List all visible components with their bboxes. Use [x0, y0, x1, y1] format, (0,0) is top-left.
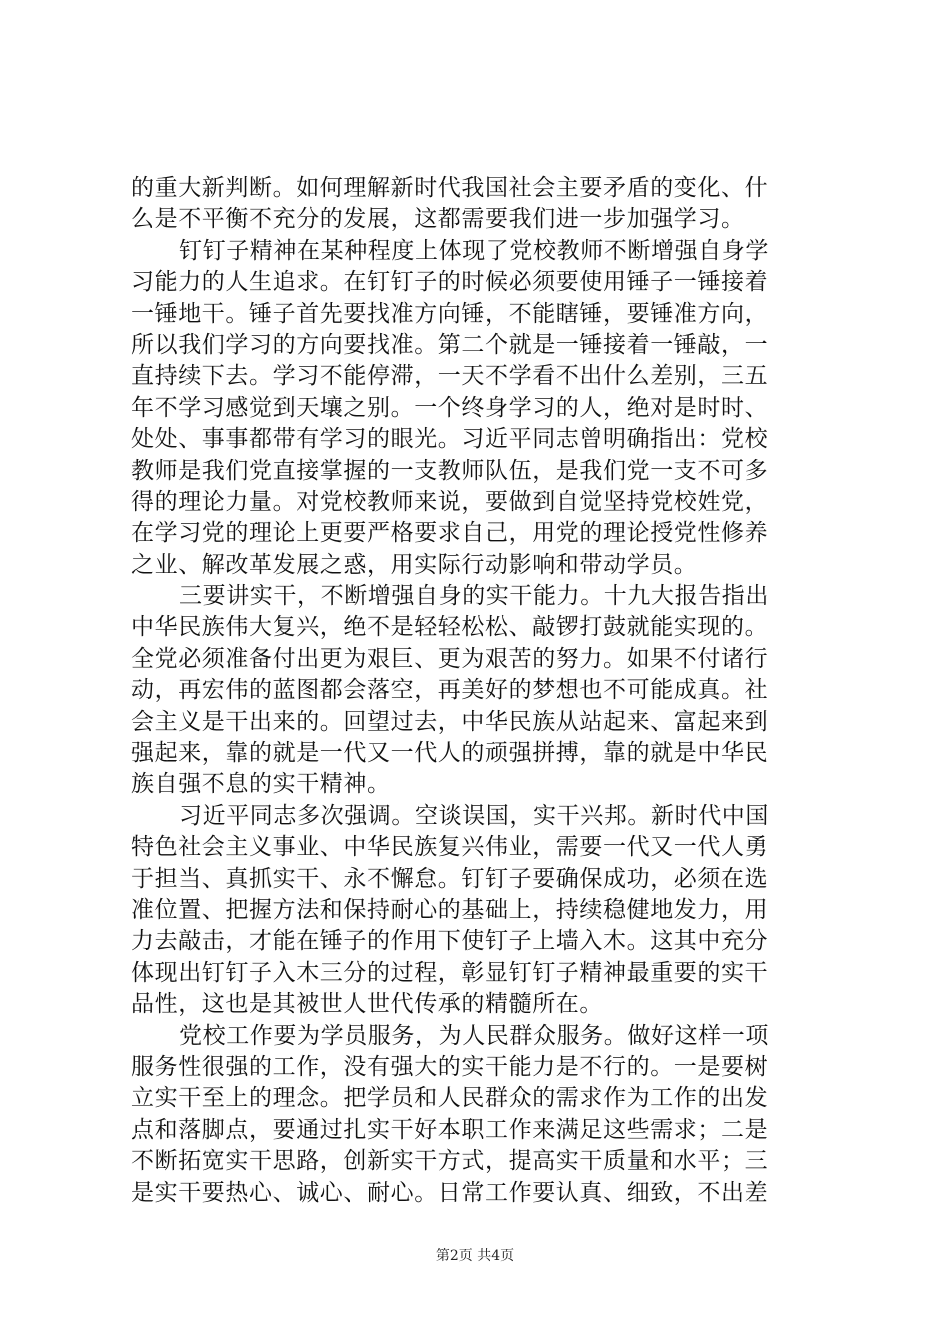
text-line: 直持续下去。学习不能停滞，一天不学看不出什么差别，三五 [131, 363, 769, 390]
text-line: 所以我们学习的方向要找准。第二个就是一锤接着一锤敲，一 [131, 331, 769, 358]
text-line: 钉钉子精神在某种程度上体现了党校教师不断增强自身学 [179, 237, 769, 264]
text-line: 中华民族伟大复兴，绝不是轻轻松松、敲锣打鼓就能实现的。 [131, 614, 769, 641]
text-line: 党校工作要为学员服务，为人民群众服务。做好这样一项 [179, 1022, 769, 1049]
text-line: 年不学习感觉到天壤之别。一个终身学习的人，绝对是时时、 [131, 394, 769, 421]
text-line: 一锤地干。锤子首先要找准方向锤，不能瞎锤，要锤准方向， [131, 300, 769, 327]
text-line: 准位置、把握方法和保持耐心的基础上，持续稳健地发力，用 [131, 896, 769, 923]
text-line: 习近平同志多次强调。空谈误国，实干兴邦。新时代中国 [179, 802, 769, 829]
page-number-footer: 第2页 共4页 [435, 1248, 515, 1264]
text-line: 服务性很强的工作，没有强大的实干能力是不行的。一是要树 [131, 1053, 769, 1080]
text-line: 么是不平衡不充分的发展，这都需要我们进一步加强学习。 [131, 206, 745, 233]
text-line: 品性，这也是其被世人世代传承的精髓所在。 [131, 991, 603, 1018]
text-line: 强起来，靠的就是一代又一代人的顽强拼搏，靠的就是中华民 [131, 740, 769, 767]
text-line: 在学习党的理论上更要严格要求自己，用党的理论授党性修养 [131, 520, 769, 547]
text-line: 教师是我们党直接掌握的一支教师队伍，是我们党一支不可多 [131, 457, 769, 484]
text-line: 不断拓宽实干思路，创新实干方式，提高实干质量和水平；三 [131, 1148, 769, 1175]
text-line: 全党必须准备付出更为艰巨、更为艰苦的努力。如果不付诸行 [131, 645, 769, 672]
text-line: 的重大新判断。如何理解新时代我国社会主要矛盾的变化、什 [131, 175, 769, 201]
text-line: 处处、事事都带有学习的眼光。习近平同志曾明确指出：党校 [131, 426, 769, 453]
text-line: 得的理论力量。对党校教师来说，要做到自觉坚持党校姓党， [131, 488, 769, 515]
text-line: 是实干要热心、诚心、耐心。日常工作要认真、细致，不出差 [131, 1179, 769, 1206]
text-line: 力去敲击，才能在锤子的作用下使钉子上墙入木。这其中充分 [131, 928, 769, 955]
text-line: 立实干至上的理念。把学员和人民群众的需求作为工作的出发 [131, 1085, 769, 1112]
text-line: 于担当、真抓实干、永不懈怠。钉钉子要确保成功，必须在选 [131, 865, 769, 892]
text-line: 体现出钉钉子入木三分的过程，彰显钉钉子精神最重要的实干 [131, 959, 769, 986]
document-body [131, 173, 831, 1209]
text-line: 点和落脚点，要通过扎实干好本职工作来满足这些需求；二是 [131, 1116, 769, 1143]
text-line: 会主义是干出来的。回望过去，中华民族从站起来、富起来到 [131, 708, 769, 735]
text-line: 之业、解改革发展之惑，用实际行动影响和带动学员。 [131, 551, 698, 578]
text-line: 习能力的人生追求。在钉钉子的时候必须要使用锤子一锤接着 [131, 269, 769, 296]
text-line: 三要讲实干，不断增强自身的实干能力。十九大报告指出 [179, 583, 769, 610]
text-line: 特色社会主义事业、中华民族复兴伟业，需要一代又一代人勇 [131, 834, 769, 861]
text-line: 动，再宏伟的蓝图都会落空，再美好的梦想也不可能成真。社 [131, 677, 769, 704]
text-line: 族自强不息的实干精神。 [131, 771, 391, 798]
